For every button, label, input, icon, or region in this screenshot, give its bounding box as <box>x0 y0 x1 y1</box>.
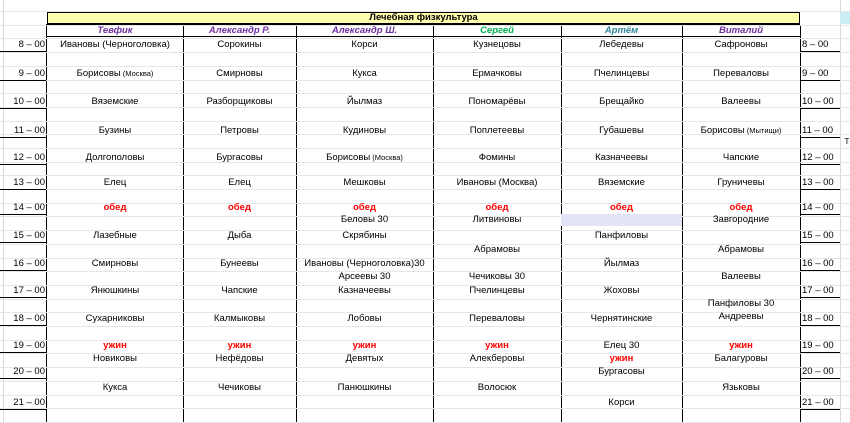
cell-text: Переваловы <box>469 313 525 324</box>
schedule-cell[interactable] <box>433 285 561 297</box>
cell-text: Бузины <box>98 125 132 136</box>
cell-text: Фомины <box>478 152 516 163</box>
time-label-right[interactable]: 14 – 00 <box>802 202 834 213</box>
time-label-right[interactable]: 19 – 00 <box>802 340 834 351</box>
hour-separator <box>0 189 46 190</box>
cell-text: Балагуровы <box>714 353 768 364</box>
cell-text: Разборщиковы <box>206 96 273 107</box>
schedule-cell[interactable] <box>183 125 296 137</box>
hour-separator <box>800 325 840 326</box>
cell-text: Корси <box>608 397 635 408</box>
schedule-cell[interactable] <box>183 230 296 242</box>
gridline-horizontal <box>0 395 850 396</box>
schedule-cell[interactable] <box>47 177 183 189</box>
schedule-cell[interactable] <box>561 68 682 80</box>
schedule-cell[interactable] <box>47 96 183 108</box>
cell-text: Смирновы <box>91 258 139 269</box>
schedule-cell[interactable] <box>561 285 682 297</box>
cell-text: ужин <box>609 353 634 364</box>
time-label-left[interactable]: 17 – 00 <box>13 285 45 296</box>
cell-text: Лобовы <box>347 313 382 324</box>
cell-text: Абрамовы <box>473 244 521 255</box>
time-label-right[interactable]: 21 – 00 <box>802 397 834 408</box>
schedule-cell[interactable] <box>433 214 561 226</box>
meal-break-cell[interactable] <box>561 353 682 365</box>
gridline-horizontal <box>0 408 850 409</box>
cell-text: Калмыковы <box>213 313 266 324</box>
meal-break-cell[interactable] <box>47 340 183 352</box>
cell-text: Лебедевы <box>599 39 644 50</box>
schedule-cell[interactable] <box>682 353 800 365</box>
schedule-cell[interactable] <box>47 68 183 80</box>
column-header[interactable]: Александр Р. <box>208 25 271 36</box>
cell-text: обед <box>228 202 251 213</box>
meal-break-cell[interactable] <box>47 202 183 214</box>
time-label-left[interactable]: 20 – 00 <box>13 366 45 377</box>
cell-text: Казначеевы <box>595 152 648 163</box>
column-border <box>800 25 801 422</box>
cell-text: обед <box>485 202 509 213</box>
schedule-cell[interactable] <box>183 285 296 297</box>
side-mark: Т <box>844 137 850 146</box>
cell-text: Бургасовы <box>598 366 645 377</box>
schedule-cell[interactable] <box>682 125 800 137</box>
schedule-cell[interactable] <box>433 125 561 137</box>
schedule-cell[interactable] <box>47 313 183 325</box>
hour-separator <box>0 164 46 165</box>
gridline-horizontal <box>0 326 850 327</box>
cell-text: Вяземские <box>91 96 139 107</box>
meal-break-cell[interactable] <box>296 340 433 352</box>
cell-text: обед <box>729 202 753 213</box>
hour-separator <box>0 80 46 81</box>
hour-separator <box>0 137 46 138</box>
schedule-cell[interactable] <box>561 397 682 409</box>
cell-text: Йылмаз <box>346 96 383 107</box>
cell-text: Нефёдовы <box>215 353 264 364</box>
cell-text: Кудиновы <box>342 125 387 136</box>
schedule-cell[interactable] <box>183 68 296 80</box>
cell-text: Бургасовы <box>216 152 263 163</box>
cell-text: Язьковы <box>722 382 760 393</box>
cell-text: ужин <box>485 340 509 351</box>
cell-text: Долгополовы <box>85 152 145 163</box>
gridline-horizontal <box>0 52 850 53</box>
cell-text: Сафроновы <box>714 39 768 50</box>
cell-text: Арсеевы 30 <box>338 271 391 282</box>
cell-text: Новиковы <box>93 353 137 364</box>
time-label-left[interactable]: 14 – 00 <box>13 202 45 213</box>
schedule-cell[interactable] <box>561 177 682 189</box>
meal-break-cell[interactable] <box>433 202 561 214</box>
gridline-horizontal <box>0 93 850 94</box>
header-border <box>46 36 800 37</box>
cell-text: Литвиновы <box>472 214 522 225</box>
schedule-cell[interactable] <box>47 39 183 51</box>
schedule-cell[interactable] <box>682 96 800 108</box>
meal-break-cell[interactable] <box>183 340 296 352</box>
schedule-cell[interactable] <box>296 39 433 51</box>
hour-separator <box>0 214 46 215</box>
cell-text: ужин <box>352 340 377 351</box>
column-header[interactable]: Сергей <box>480 25 514 36</box>
cell-text: ужин <box>227 340 252 351</box>
cell-text: Панфиловы <box>594 230 649 241</box>
hour-separator <box>800 297 840 298</box>
schedule-cell[interactable] <box>183 313 296 325</box>
gridline-horizontal <box>0 148 850 149</box>
schedule-cell[interactable] <box>682 68 800 80</box>
schedule-cell[interactable] <box>561 340 682 352</box>
cell-text: Панюшкины <box>337 382 392 393</box>
cell-text: Казначеевы <box>338 285 391 296</box>
cell-text: Ивановы (Черноголовка) <box>60 39 170 50</box>
time-label-right[interactable]: 11 – 00 <box>802 125 833 136</box>
cell-text: Волосюк <box>477 382 517 393</box>
schedule-cell[interactable] <box>296 285 433 297</box>
cell-text: Чапские <box>722 152 760 163</box>
selected-cell-indicator[interactable] <box>840 12 850 24</box>
cell-text: Елец <box>103 177 127 188</box>
cell-text: Борисовы <box>76 68 121 79</box>
cell-text: Губашевы <box>599 125 644 136</box>
sheet-title[interactable]: Лечебная физкультура <box>47 12 800 24</box>
schedule-cell[interactable] <box>47 258 183 270</box>
cell-text: Абрамовы <box>717 244 765 255</box>
cell-text: Чапские <box>221 285 258 296</box>
schedule-cell[interactable] <box>47 353 183 365</box>
gridline-horizontal <box>0 189 850 190</box>
schedule-cell[interactable] <box>561 366 682 378</box>
cell-text: Чечиковы <box>218 382 261 393</box>
cell-text: Лазебные <box>93 230 137 241</box>
cell-text: Андреевы <box>718 311 764 322</box>
meal-break-cell[interactable] <box>682 340 800 352</box>
schedule-cell[interactable] <box>47 382 183 394</box>
cell-text: Йылмаз <box>603 258 640 269</box>
cell-text: Пчелинцевы <box>469 285 525 296</box>
time-label-right[interactable]: 17 – 00 <box>802 285 834 296</box>
time-label-left[interactable]: 15 – 00 <box>13 230 45 241</box>
hour-separator <box>800 108 840 109</box>
schedule-cell[interactable] <box>433 68 561 80</box>
schedule-cell[interactable] <box>296 353 433 365</box>
schedule-cell[interactable] <box>561 125 682 137</box>
schedule-cell[interactable] <box>296 313 433 325</box>
time-label-right[interactable]: 10 – 00 <box>802 96 834 107</box>
meal-break-cell[interactable] <box>183 202 296 214</box>
schedule-cell[interactable] <box>296 125 433 137</box>
schedule-cell[interactable] <box>296 96 433 108</box>
schedule-cell[interactable] <box>682 214 800 226</box>
cell-text: Ермачковы <box>472 68 522 79</box>
time-label-right[interactable]: 15 – 00 <box>802 230 834 241</box>
hour-separator <box>0 409 46 410</box>
time-label-left[interactable]: 19 – 00 <box>13 340 45 351</box>
schedule-cell[interactable] <box>682 152 800 164</box>
cell-text: Жоховы <box>603 285 640 296</box>
cell-text: Валеевы <box>721 96 761 107</box>
hour-separator <box>800 352 840 353</box>
schedule-cell[interactable] <box>561 152 682 164</box>
time-label-left[interactable]: 18 – 00 <box>13 313 45 324</box>
time-label-left[interactable]: 8 – 00 <box>18 39 45 50</box>
cell-text: Сорокины <box>217 39 262 50</box>
time-label-left[interactable]: 13 – 00 <box>13 177 45 188</box>
cell-text: Завгородние <box>712 214 770 225</box>
schedule-cell[interactable] <box>296 214 433 226</box>
cell-text: Смирновы <box>216 68 263 79</box>
schedule-cell[interactable] <box>183 152 296 164</box>
schedule-cell[interactable] <box>296 152 433 164</box>
cell-text: Чечиковы 30 <box>468 271 526 282</box>
cell-text: Пономарёвы <box>468 96 526 107</box>
time-label-right[interactable]: 13 – 00 <box>802 177 834 188</box>
cell-text: Корси <box>351 39 378 50</box>
time-label-right[interactable]: 20 – 00 <box>802 366 834 377</box>
schedule-cell[interactable] <box>561 313 682 325</box>
cell-text: Поплетеевы <box>469 125 525 136</box>
schedule-cell[interactable] <box>682 271 800 283</box>
cell-text: Панфиловы 30 <box>707 298 775 309</box>
schedule-cell[interactable] <box>433 313 561 325</box>
hour-separator <box>0 51 46 52</box>
schedule-cell[interactable] <box>183 382 296 394</box>
schedule-cell[interactable] <box>296 230 433 242</box>
cell-text: Борисовы <box>700 125 745 136</box>
time-label-left[interactable]: 16 – 00 <box>13 258 45 269</box>
cell-text: Алекберовы <box>469 353 525 364</box>
cell-text: Петровы <box>220 125 259 136</box>
cell-text: обед <box>353 202 376 213</box>
schedule-cell[interactable] <box>433 271 561 283</box>
hour-separator <box>0 242 46 243</box>
meal-break-cell[interactable] <box>433 340 561 352</box>
schedule-cell[interactable] <box>296 258 433 270</box>
cell-text: Скрябины <box>342 230 387 241</box>
cell-text: Дыба <box>227 230 252 241</box>
cell-location-note: (Москва) <box>370 153 403 162</box>
schedule-cell[interactable] <box>682 244 800 256</box>
time-label-right[interactable]: 9 – 00 <box>802 68 829 79</box>
time-label-left[interactable]: 12 – 00 <box>13 152 45 163</box>
hour-separator <box>800 270 840 271</box>
cell-text: Сухарниковы <box>85 313 145 324</box>
cell-text: Елец 30 <box>603 340 640 351</box>
cell-text: Борисовы <box>326 152 371 163</box>
hour-separator <box>0 378 46 379</box>
meal-break-cell[interactable] <box>682 202 800 214</box>
schedule-cell[interactable] <box>433 244 561 256</box>
meal-break-cell[interactable] <box>296 202 433 214</box>
schedule-cell[interactable] <box>433 39 561 51</box>
schedule-cell[interactable] <box>682 311 800 323</box>
schedule-cell[interactable] <box>433 353 561 365</box>
selected-cell-highlight[interactable] <box>561 214 682 226</box>
cell-text: ужин <box>729 340 753 351</box>
schedule-cell[interactable] <box>47 285 183 297</box>
hour-separator <box>800 242 840 243</box>
cell-text: Вяземские <box>598 177 645 188</box>
gridline-horizontal <box>0 121 850 122</box>
gridline-horizontal <box>0 80 850 81</box>
schedule-cell[interactable] <box>47 230 183 242</box>
column-header[interactable]: Александр Ш. <box>331 25 398 36</box>
schedule-cell[interactable] <box>47 125 183 137</box>
time-label-right[interactable]: 12 – 00 <box>802 152 834 163</box>
hour-separator <box>800 409 840 410</box>
schedule-cell[interactable] <box>433 96 561 108</box>
schedule-cell[interactable] <box>433 382 561 394</box>
schedule-cell[interactable] <box>433 152 561 164</box>
schedule-cell[interactable] <box>682 382 800 394</box>
cell-text: обед <box>610 202 633 213</box>
cell-location-note: (Мытищи) <box>744 126 782 135</box>
time-label-right[interactable]: 16 – 00 <box>802 258 834 269</box>
hour-separator <box>800 214 840 215</box>
hour-separator <box>800 137 840 138</box>
cell-text: Пчелинцевы <box>593 68 650 79</box>
schedule-cell[interactable] <box>183 258 296 270</box>
hour-separator <box>800 51 840 52</box>
cell-text: ужин <box>103 340 127 351</box>
hour-separator <box>0 352 46 353</box>
schedule-cell[interactable] <box>561 39 682 51</box>
hour-separator <box>0 297 46 298</box>
time-label-left[interactable]: 9 – 00 <box>18 68 45 79</box>
cell-text: Девятых <box>345 353 384 364</box>
schedule-cell[interactable] <box>183 177 296 189</box>
schedule-cell[interactable] <box>682 298 800 310</box>
schedule-cell[interactable] <box>433 177 561 189</box>
cell-text: Ивановы (Москва) <box>456 177 538 188</box>
time-label-right[interactable]: 8 – 00 <box>802 39 829 50</box>
hour-separator <box>800 378 840 379</box>
cell-text: Валеевы <box>721 271 761 282</box>
time-label-left[interactable]: 10 – 00 <box>13 96 45 107</box>
column-header[interactable]: Тевфик <box>97 25 133 36</box>
schedule-cell[interactable] <box>183 39 296 51</box>
schedule-cell[interactable] <box>561 230 682 242</box>
cell-text: Мешковы <box>343 177 386 188</box>
column-header[interactable]: Виталий <box>718 25 764 36</box>
schedule-cell[interactable] <box>296 382 433 394</box>
cell-text: Кукса <box>352 68 377 79</box>
gridline-horizontal <box>0 66 850 67</box>
schedule-cell[interactable] <box>561 258 682 270</box>
cell-text: Ивановы (Черноголовка)30 <box>304 258 425 269</box>
cell-text: Груничевы <box>717 177 765 188</box>
gridline-horizontal <box>0 367 850 368</box>
cell-location-note: (Москва) <box>120 69 154 78</box>
hour-separator <box>0 108 46 109</box>
hour-separator <box>0 270 46 271</box>
cell-text: Беловы 30 <box>340 214 389 225</box>
cell-text: обед <box>103 202 127 213</box>
cell-text: Кузнецовы <box>473 39 521 50</box>
schedule-cell[interactable] <box>682 39 800 51</box>
schedule-cell[interactable] <box>561 96 682 108</box>
schedule-cell[interactable] <box>47 152 183 164</box>
cell-text: Янюшкины <box>90 285 140 296</box>
cell-text: Елец <box>228 177 251 188</box>
cell-text: Перевaловы <box>713 68 769 79</box>
meal-break-cell[interactable] <box>561 202 682 214</box>
hour-separator <box>0 325 46 326</box>
cell-text: Чернятинские <box>590 313 653 324</box>
schedule-cell[interactable] <box>183 96 296 108</box>
time-label-left[interactable]: 11 – 00 <box>14 125 45 136</box>
cell-text: Брещайко <box>599 96 644 107</box>
schedule-cell[interactable] <box>296 177 433 189</box>
schedule-cell[interactable] <box>682 177 800 189</box>
hour-separator <box>800 189 840 190</box>
column-header[interactable]: Артём <box>604 25 639 36</box>
gridline-horizontal <box>0 175 850 176</box>
hour-separator <box>800 164 840 165</box>
schedule-cell[interactable] <box>296 68 433 80</box>
cell-text: Кукса <box>102 382 128 393</box>
schedule-cell[interactable] <box>296 271 433 283</box>
cell-text: Бунеевы <box>220 258 259 269</box>
hour-separator <box>800 80 840 81</box>
schedule-cell[interactable] <box>183 353 296 365</box>
time-label-left[interactable]: 21 – 00 <box>13 397 45 408</box>
time-label-right[interactable]: 18 – 00 <box>802 313 834 324</box>
